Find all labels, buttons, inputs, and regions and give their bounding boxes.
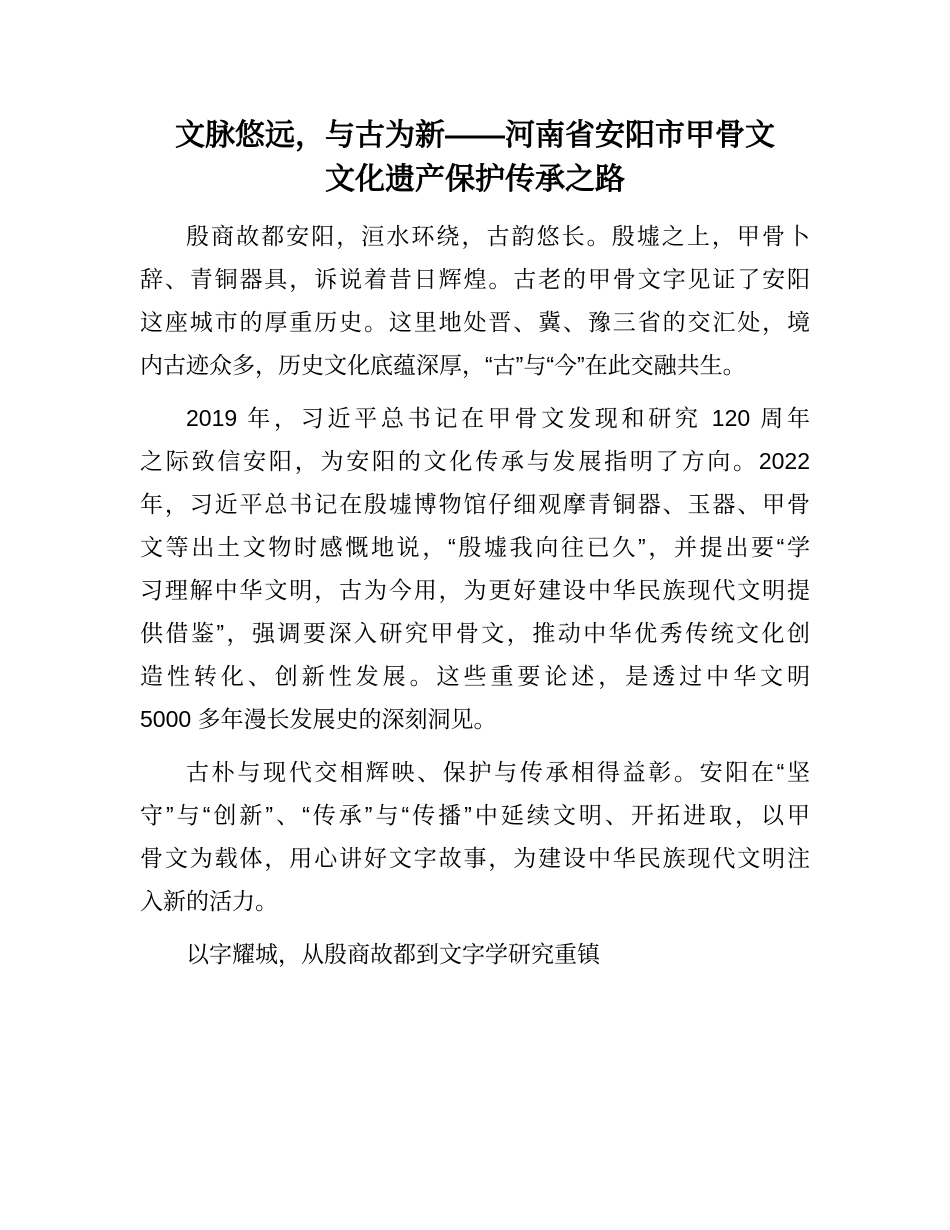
text-line: 习理解中华文明，古为今用，为更好建设中华民族现代文明提 — [140, 577, 810, 603]
text-line: 殷商故都安阳，洹水环绕，古韵悠长。殷墟之上，甲骨卜 — [186, 223, 810, 249]
paragraph — [140, 933, 810, 976]
text-line: 骨文为载体，用心讲好文字故事，为建设中华民族现代文明注 — [140, 845, 810, 871]
paragraph — [140, 751, 810, 923]
text-line: 造性转化、创新性发展。这些重要论述，是透过中华文明 — [140, 663, 810, 689]
text-line: 内古迹众多，历史文化底蕴深厚，“古”与“今”在此交融共生。 — [140, 352, 746, 378]
text-line: 以字耀城，从殷商故都到文字学研究重镇 — [186, 941, 600, 967]
paragraph-container — [140, 215, 810, 976]
document-title — [140, 114, 810, 202]
text-line: 这座城市的厚重历史。这里地处晋、冀、豫三省的交汇处，境 — [140, 309, 810, 335]
text-line: 年，习近平总书记在殷墟博物馆仔细观摩青铜器、玉器、甲骨 — [140, 491, 810, 517]
text-line: 供借鉴”，强调要深入研究甲骨文，推动中华优秀传统文化创 — [140, 620, 810, 646]
paragraph — [140, 397, 810, 741]
text-line: 古朴与现代交相辉映、保护与传承相得益彰。安阳在“坚 — [186, 759, 810, 785]
title-line-2: 文化遗产保护传承之路 — [325, 163, 625, 196]
text-line: 5000 多年漫长发展史的深刻洞见。 — [140, 706, 497, 732]
text-line: 之际致信安阳，为安阳的文化传承与发展指明了方向。2022 — [140, 448, 810, 474]
text-line: 入新的活力。 — [140, 888, 278, 914]
paragraph — [140, 215, 810, 387]
text-line: 文等出土文物时感慨地说，“殷墟我向往已久”，并提出要“学 — [140, 534, 810, 560]
text-line: 守”与“创新”、“传承”与“传播”中延续文明、开拓进取，以甲 — [140, 802, 810, 828]
text-line: 辞、青铜器具，诉说着昔日辉煌。古老的甲骨文字见证了安阳 — [140, 266, 810, 292]
title-line-1: 文脉悠远，与古为新——河南省安阳市甲骨文 — [175, 119, 775, 152]
text-line: 2019 年，习近平总书记在甲骨文发现和研究 120 周年 — [186, 405, 810, 431]
